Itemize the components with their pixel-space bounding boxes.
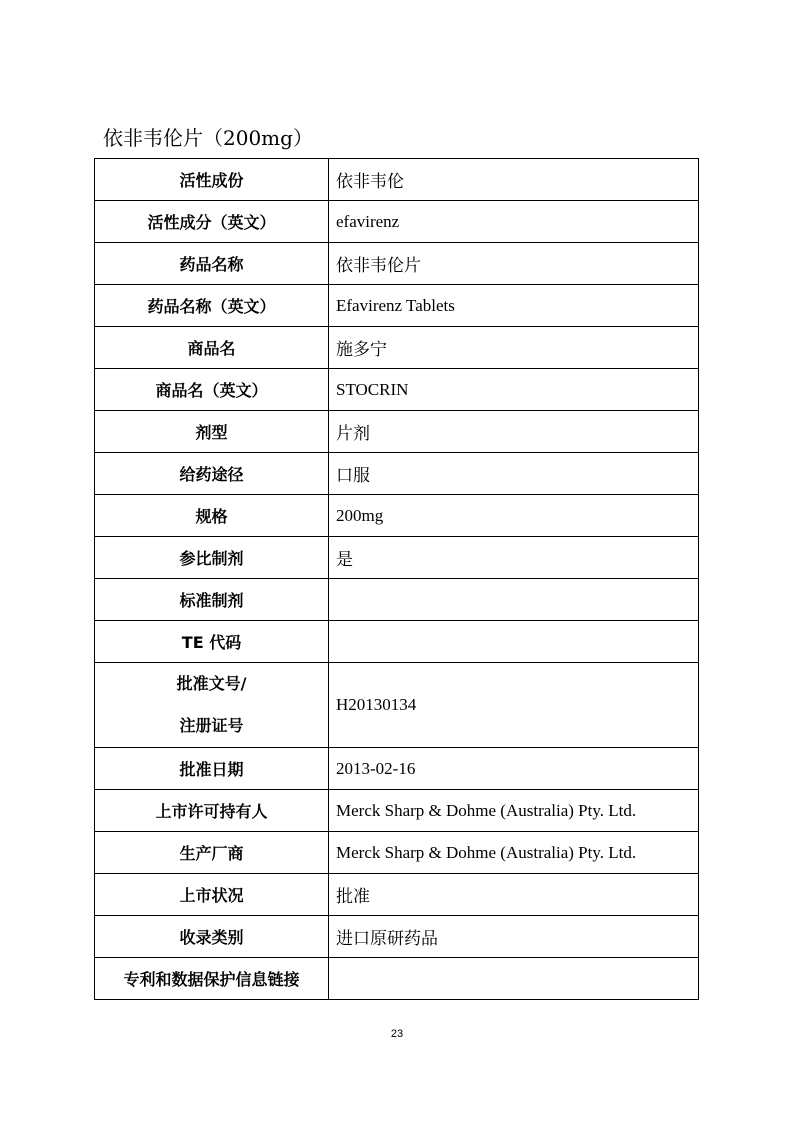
row-label-strength: 规格 [95, 495, 329, 537]
table-row [95, 663, 699, 748]
table-row [95, 411, 699, 453]
row-value-trade-name: 施多宁 [329, 327, 699, 369]
row-value-market-status: 批准 [329, 874, 699, 916]
row-value-drug-name-en: Efavirenz Tablets [329, 285, 699, 327]
table-row [95, 327, 699, 369]
table-row [95, 790, 699, 832]
table-row [95, 453, 699, 495]
row-value-standard-product [329, 579, 699, 621]
row-value-drug-name: 依非韦伦片 [329, 243, 699, 285]
table-row [95, 748, 699, 790]
row-value-manufacturer: Merck Sharp & Dohme (Australia) Pty. Ltd. [329, 832, 699, 874]
row-label-drug-name: 药品名称 [95, 243, 329, 285]
row-label-active-ingredient: 活性成份 [95, 159, 329, 201]
table-row [95, 621, 699, 663]
page-number: 23 [390, 1028, 404, 1040]
row-label-trade-name-en: 商品名（英文） [95, 369, 329, 411]
row-value-trade-name-en: STOCRIN [329, 369, 699, 411]
drug-info-table [94, 158, 699, 1000]
row-label-manufacturer: 生产厂商 [95, 832, 329, 874]
row-value-reference-product: 是 [329, 537, 699, 579]
row-label-approval-date: 批准日期 [95, 748, 329, 790]
document-title: 依非韦伦片（200mg） [103, 126, 313, 150]
row-value-active-ingredient-en: efavirenz [329, 201, 699, 243]
table-row [95, 579, 699, 621]
row-label-route: 给药途径 [95, 453, 329, 495]
row-value-approval-date: 2013-02-16 [329, 748, 699, 790]
row-label-trade-name: 商品名 [95, 327, 329, 369]
row-label-category: 收录类别 [95, 916, 329, 958]
row-label-te-code: TE 代码 [95, 621, 329, 663]
row-value-te-code [329, 621, 699, 663]
row-label-approval-number [95, 663, 329, 748]
table-row [95, 285, 699, 327]
row-label-active-ingredient-en: 活性成分（英文） [95, 201, 329, 243]
row-label-approval-number-line2: 注册证号 [179, 716, 244, 735]
row-label-dosage-form: 剂型 [95, 411, 329, 453]
row-value-category: 进口原研药品 [329, 916, 699, 958]
row-value-active-ingredient: 依非韦伦 [329, 159, 699, 201]
row-label-patent-link: 专利和数据保护信息链接 [95, 958, 329, 1000]
row-value-route: 口服 [329, 453, 699, 495]
table-row [95, 874, 699, 916]
row-label-market-status: 上市状况 [95, 874, 329, 916]
table-row [95, 916, 699, 958]
row-label-mah: 上市许可持有人 [95, 790, 329, 832]
row-value-patent-link [329, 958, 699, 1000]
row-value-strength: 200mg [329, 495, 699, 537]
row-label-reference-product: 参比制剂 [95, 537, 329, 579]
row-value-approval-number: H20130134 [329, 663, 699, 748]
table-row [95, 159, 699, 201]
table-row [95, 243, 699, 285]
table-row [95, 958, 699, 1000]
table-row [95, 369, 699, 411]
row-label-approval-number-line1: 批准文号/ [176, 674, 247, 693]
row-label-drug-name-en: 药品名称（英文） [95, 285, 329, 327]
table-row [95, 201, 699, 243]
table-row [95, 495, 699, 537]
row-label-standard-product: 标准制剂 [95, 579, 329, 621]
row-value-dosage-form: 片剂 [329, 411, 699, 453]
table-row [95, 537, 699, 579]
row-value-mah: Merck Sharp & Dohme (Australia) Pty. Ltd. [329, 790, 699, 832]
table-row [95, 832, 699, 874]
